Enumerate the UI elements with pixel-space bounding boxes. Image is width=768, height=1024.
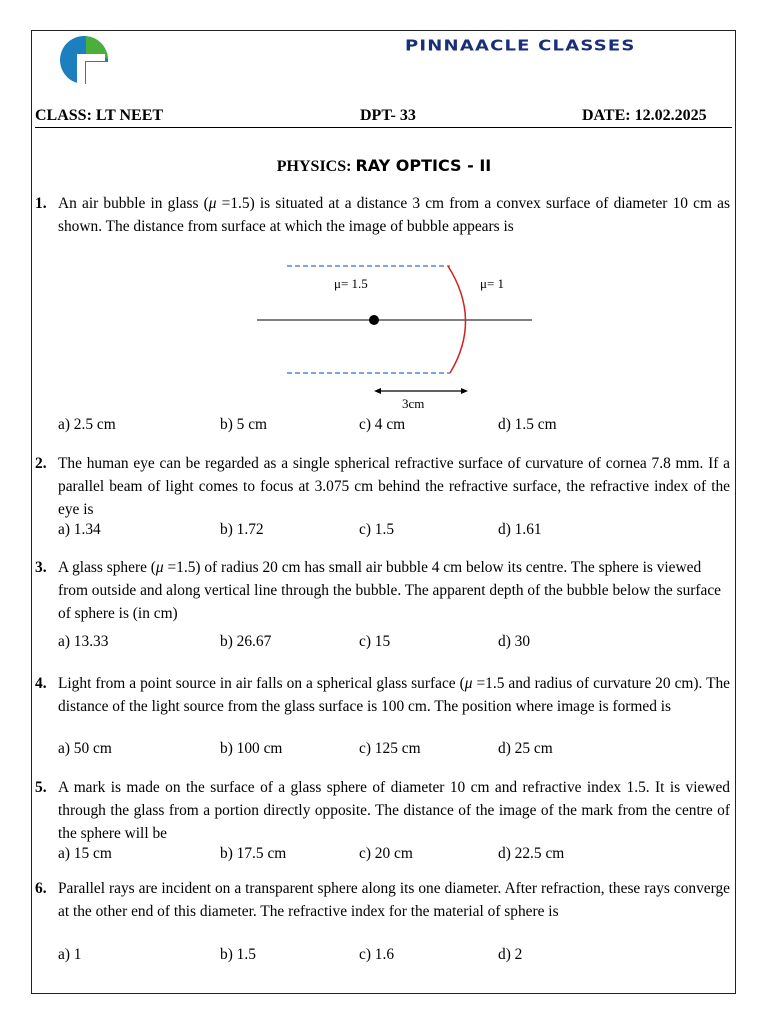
option-a[interactable]: a) 13.33 — [58, 633, 109, 650]
options-q4 — [58, 740, 698, 762]
options-q5 — [58, 845, 698, 867]
question-3 — [35, 556, 730, 625]
option-b[interactable]: b) 26.67 — [220, 633, 272, 650]
question-5 — [35, 776, 730, 845]
option-d[interactable]: d) 25 cm — [498, 740, 553, 757]
option-a[interactable]: a) 1.34 — [58, 521, 101, 538]
subject-prefix: PHYSICS: — [276, 158, 352, 175]
question-text: The human eye can be regarded as a single spherical refractive surface of curvature of cornea 7.8 mm. If a parallel beam of light comes to focus at 3.075 cm behind the refractive surface, the refractive index of the eye is — [58, 455, 730, 518]
dpt-label: DPT- 33 — [360, 107, 416, 124]
option-c[interactable]: c) 15 — [359, 633, 391, 650]
option-a[interactable]: a) 50 cm — [58, 740, 112, 757]
option-c[interactable]: c) 4 cm — [359, 416, 406, 433]
option-c[interactable]: c) 1.6 — [359, 946, 395, 963]
option-b[interactable]: b) 100 cm — [220, 740, 283, 757]
question-number: 5. — [35, 779, 47, 796]
question-1 — [35, 192, 730, 238]
question-text: An air bubble in glass (μ =1.5) is situated at a distance 3 cm from a convex surface of diameter 10 cm as shown. The distance from surface at which the image of bubble appears is — [58, 195, 730, 235]
option-b[interactable]: b) 1.5 — [220, 946, 256, 963]
question-number: 6. — [35, 880, 47, 897]
option-b[interactable]: b) 5 cm — [220, 416, 268, 433]
refraction-diagram — [250, 258, 540, 416]
class-label: CLASS: LT NEET — [35, 107, 164, 124]
option-d[interactable]: d) 30 — [498, 633, 531, 650]
option-a[interactable]: a) 15 cm — [58, 845, 112, 862]
option-a[interactable]: a) 2.5 cm — [58, 416, 116, 433]
pinnaacle-logo — [56, 32, 112, 88]
mu-air-label: μ= 1 — [480, 276, 505, 291]
subject-topic: RAY OPTICS - II — [355, 156, 492, 175]
distance-label: 3cm — [402, 396, 425, 411]
question-text: A mark is made on the surface of a glass sphere of diameter 10 cm and refractive index 1.5. It is viewed through the glass from a portion directly opposite. The distance of the image of the mark from the centre of the sphere will be — [58, 779, 730, 842]
option-d[interactable]: d) 1.61 — [498, 521, 542, 538]
option-d[interactable]: d) 22.5 cm — [498, 845, 565, 862]
option-c[interactable]: c) 125 cm — [359, 740, 421, 757]
question-text: Light from a point source in air falls on a spherical glass surface (μ =1.5 and radius of curvature 20 cm). The distance of the light source from the glass surface is 100 cm. The position where image is formed is — [58, 675, 730, 715]
question-text: A glass sphere (μ =1.5) of radius 20 cm has small air bubble 4 cm below its centre. The sphere is viewed from outside and along vertical line through the bubble. The apparent depth of the bubble below the surface of sphere is (in cm) — [58, 559, 722, 622]
arrow-head-left — [374, 388, 381, 394]
question-2 — [35, 452, 730, 521]
mu-glass-label: μ= 1.5 — [334, 276, 368, 291]
option-d[interactable]: d) 1.5 cm — [498, 416, 557, 433]
options-q6 — [58, 946, 698, 968]
arrow-head-right — [461, 388, 468, 394]
question-number: 1. — [35, 195, 47, 212]
question-4 — [35, 672, 730, 718]
brand-name: PINNAACLE CLASSES — [405, 37, 636, 55]
date-label: DATE: 12.02.2025 — [582, 107, 707, 124]
option-a[interactable]: a) 1 — [58, 946, 82, 963]
question-number: 3. — [35, 559, 47, 576]
question-number: 2. — [35, 455, 47, 472]
option-d[interactable]: d) 2 — [498, 946, 523, 963]
question-number: 4. — [35, 675, 47, 692]
option-b[interactable]: b) 17.5 cm — [220, 845, 287, 862]
options-q1 — [58, 416, 698, 438]
options-q2 — [58, 521, 698, 543]
header-divider — [35, 127, 732, 128]
air-bubble — [369, 315, 379, 325]
option-c[interactable]: c) 1.5 — [359, 521, 395, 538]
option-c[interactable]: c) 20 cm — [359, 845, 413, 862]
option-b[interactable]: b) 1.72 — [220, 521, 264, 538]
page-title — [0, 156, 768, 176]
options-q3 — [58, 633, 698, 655]
question-6 — [35, 877, 730, 923]
question-text: Parallel rays are incident on a transparent sphere along its one diameter. After refraction, these rays converge at the other end of this diameter. The refractive index for the material of sphere is — [58, 880, 730, 920]
